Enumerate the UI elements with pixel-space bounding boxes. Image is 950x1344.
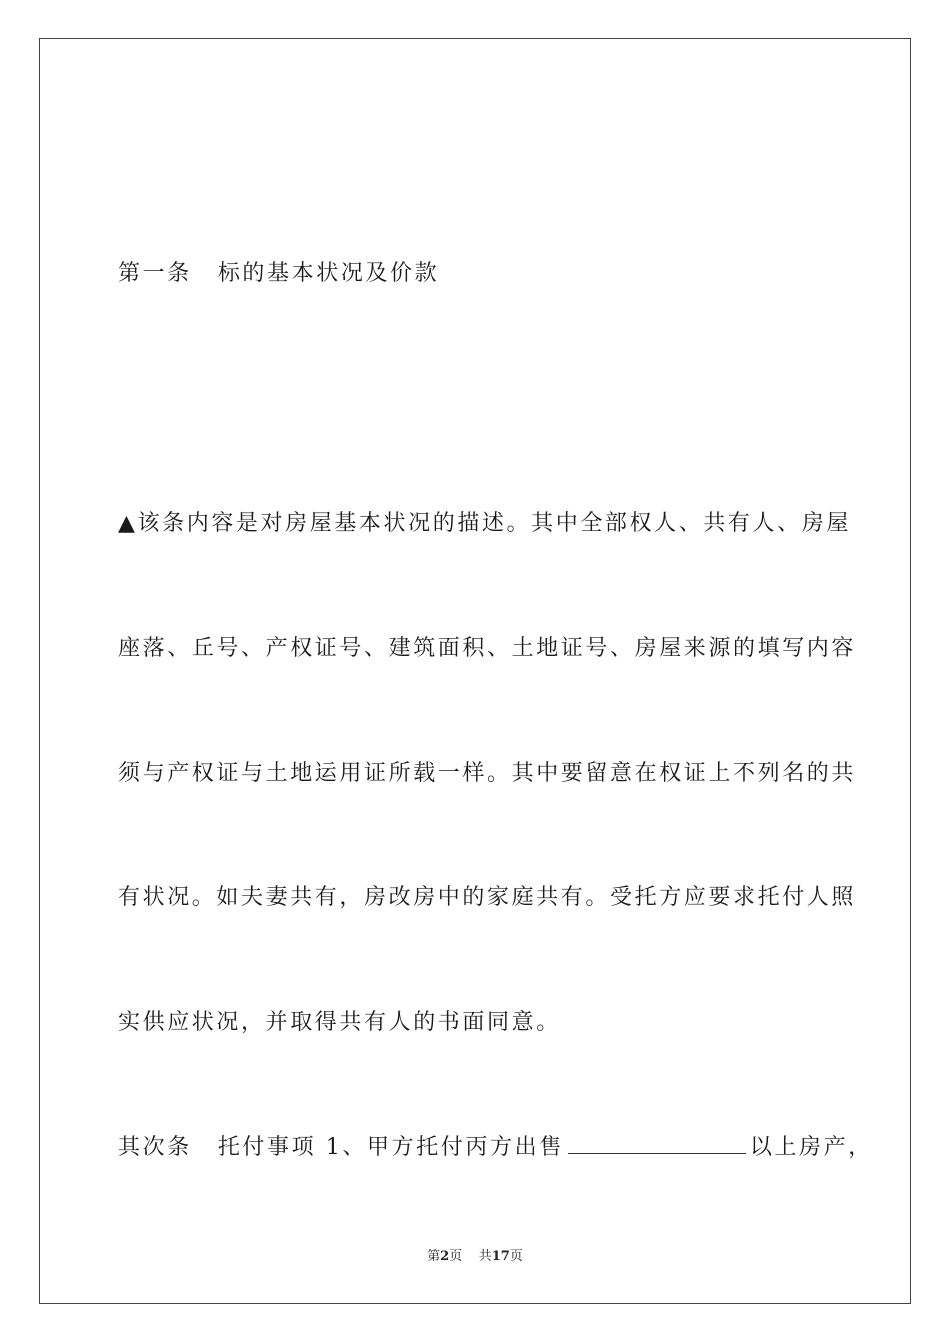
article-1-title: 标的基本状况及价款 xyxy=(217,261,440,286)
article-2-clause-end: 以上房产， xyxy=(749,1135,873,1160)
article-2-number: 其次条 xyxy=(118,1135,192,1160)
article-1-heading xyxy=(118,260,439,288)
page-number: 2 xyxy=(440,1249,450,1264)
page-border xyxy=(39,38,911,1304)
note-line-2: 座落、丘号、产权证号、建筑面积、土地证号、房屋来源的填写内容 xyxy=(118,636,857,661)
note-line-1: ▲该条内容是对房屋基本状况的描述。其中全部权人、共有人、房屋 xyxy=(118,511,851,536)
total-pages: 17 xyxy=(491,1249,510,1264)
note-line-5: 实供应状况，并取得共有人的书面同意。 xyxy=(118,1010,561,1035)
note-line-4: 有状况。如夫妻共有，房改房中的家庭共有。受托方应要求托付人照 xyxy=(118,885,857,910)
article-2-clause: 1、甲方托付丙方出售 xyxy=(325,1135,564,1160)
article-2-title: 托付事项 xyxy=(217,1135,317,1160)
fill-in-blank xyxy=(568,1133,746,1154)
note-line-3: 须与产权证与土地运用证所载一样。其中要留意在权证上不列名的共 xyxy=(118,761,857,786)
article-1-number: 第一条 xyxy=(118,261,192,286)
page-footer: 第2页 共17页 xyxy=(427,1249,523,1264)
article-2-line xyxy=(118,1133,873,1162)
